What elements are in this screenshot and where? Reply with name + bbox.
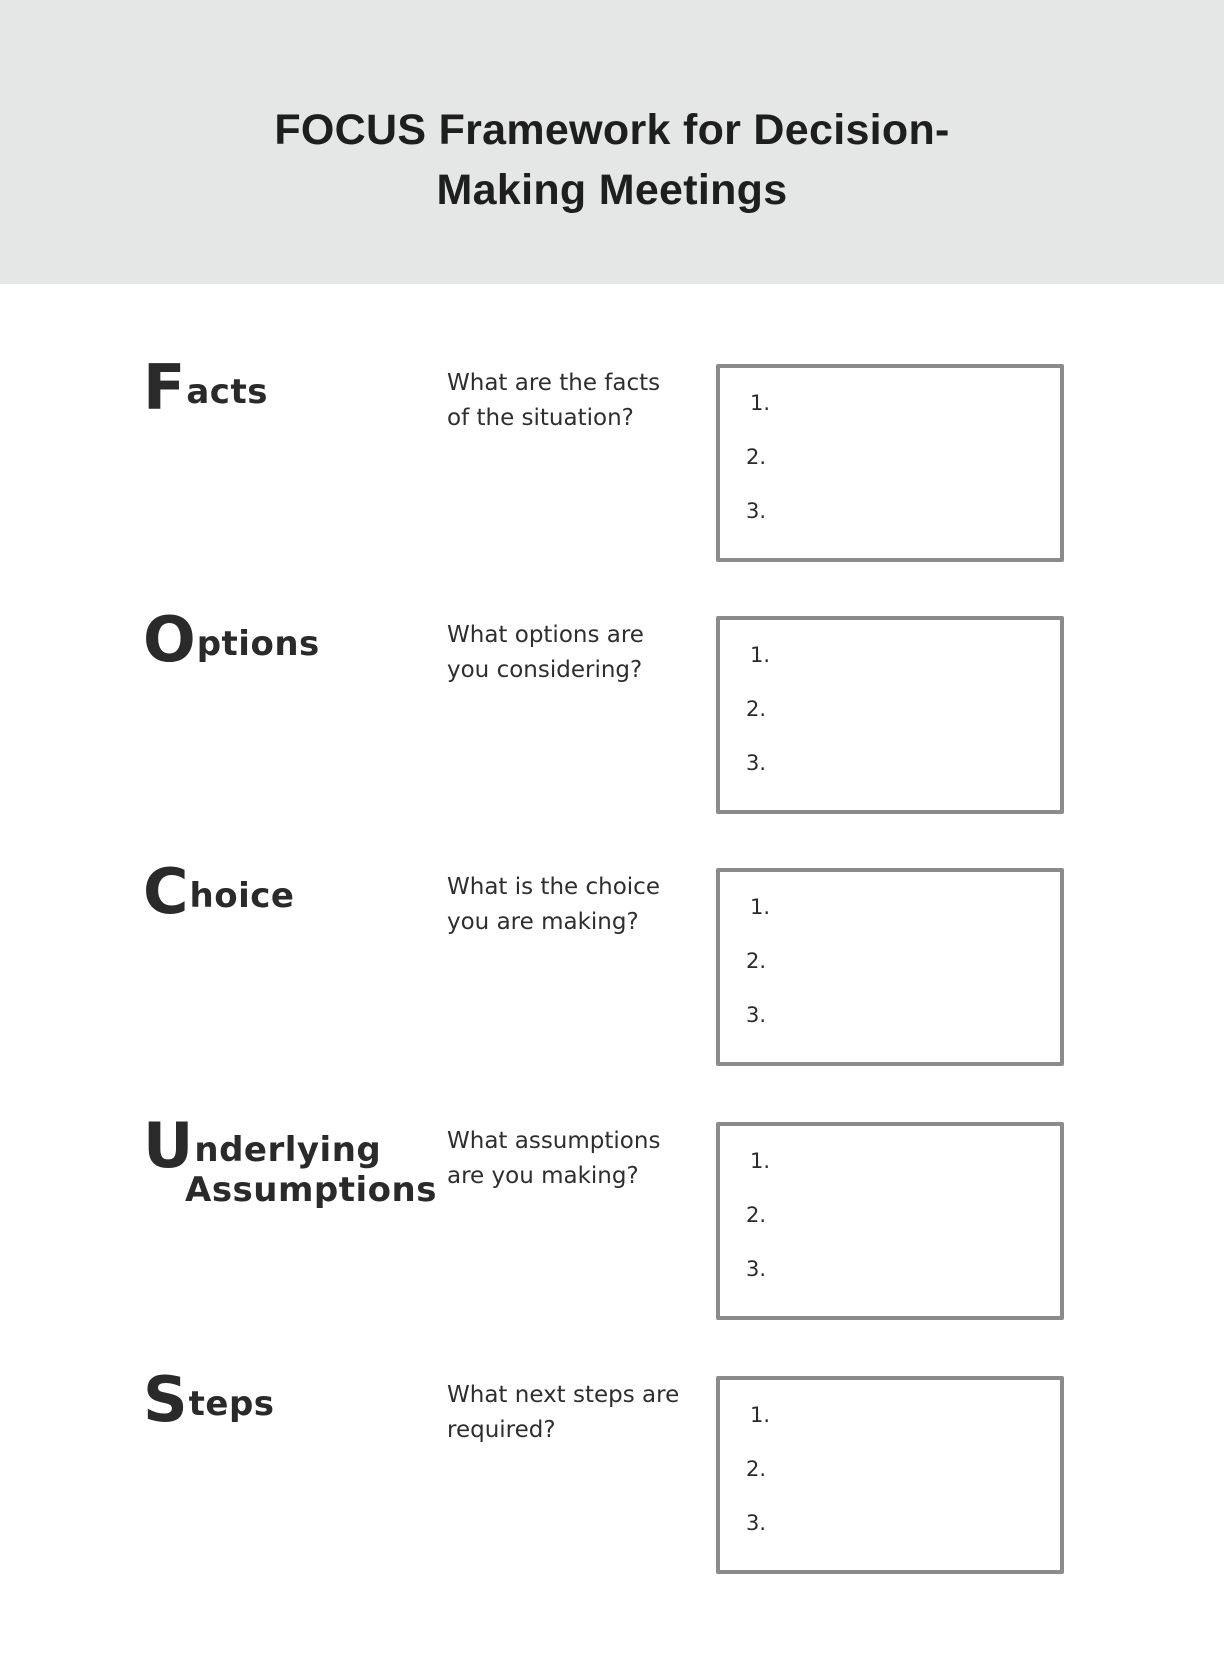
list-number: 2. [746,1457,767,1481]
question-text: What next steps are required? [447,1382,680,1443]
page-title-line-1: FOCUS Framework for Decision- [274,106,950,154]
list-number: 1. [750,643,771,667]
list-number: 1. [750,895,771,919]
list-number: 2. [746,949,767,973]
framework-row-underlying-assumptions [0,1109,1224,1346]
list-number: 2. [746,1203,767,1227]
answer-box[interactable] [716,364,1064,562]
answer-box[interactable] [716,616,1064,814]
page-title [0,100,1224,220]
list-number: 3. [746,751,767,775]
term-rest: acts [186,372,268,412]
term-initial: S [143,1363,188,1436]
question-text: What is the choice you are making? [447,874,660,935]
term-label [143,1109,437,1212]
term-rest: ptions [196,624,320,664]
term-label [143,351,433,424]
list-number: 1. [750,1149,771,1173]
list-number: 2. [746,697,767,721]
term-rest: hoice [189,876,295,916]
term-rest: teps [188,1384,275,1424]
header-banner [0,0,1224,284]
list-number: 1. [750,391,771,415]
list-number: 3. [746,1257,767,1281]
page-title-line-2: Making Meetings [436,166,788,214]
list-number: 2. [746,445,767,469]
question-text: What are the facts of the situation? [447,370,661,431]
question-text: What options are you considering? [447,622,644,683]
term-initial: U [143,1109,194,1182]
answer-box[interactable] [716,868,1064,1066]
framework-row-choice [0,855,1224,1092]
list-number: 3. [746,1511,767,1535]
list-number: 3. [746,1003,767,1027]
term-rest: nderlying [194,1130,382,1170]
answer-box[interactable] [716,1122,1064,1320]
list-number: 1. [750,1403,771,1427]
term-initial: F [143,351,186,424]
list-number: 3. [746,499,767,523]
term-label [143,603,433,676]
term-label [143,855,433,928]
question-text: What assumptions are you making? [447,1128,661,1189]
framework-row-steps [0,1363,1224,1600]
framework-row-facts [0,351,1224,588]
term-initial: O [143,603,196,676]
term-second-line: Assumptions [185,1170,437,1210]
framework-row-options [0,603,1224,840]
term-label [143,1363,433,1436]
answer-box[interactable] [716,1376,1064,1574]
term-initial: C [143,855,189,928]
